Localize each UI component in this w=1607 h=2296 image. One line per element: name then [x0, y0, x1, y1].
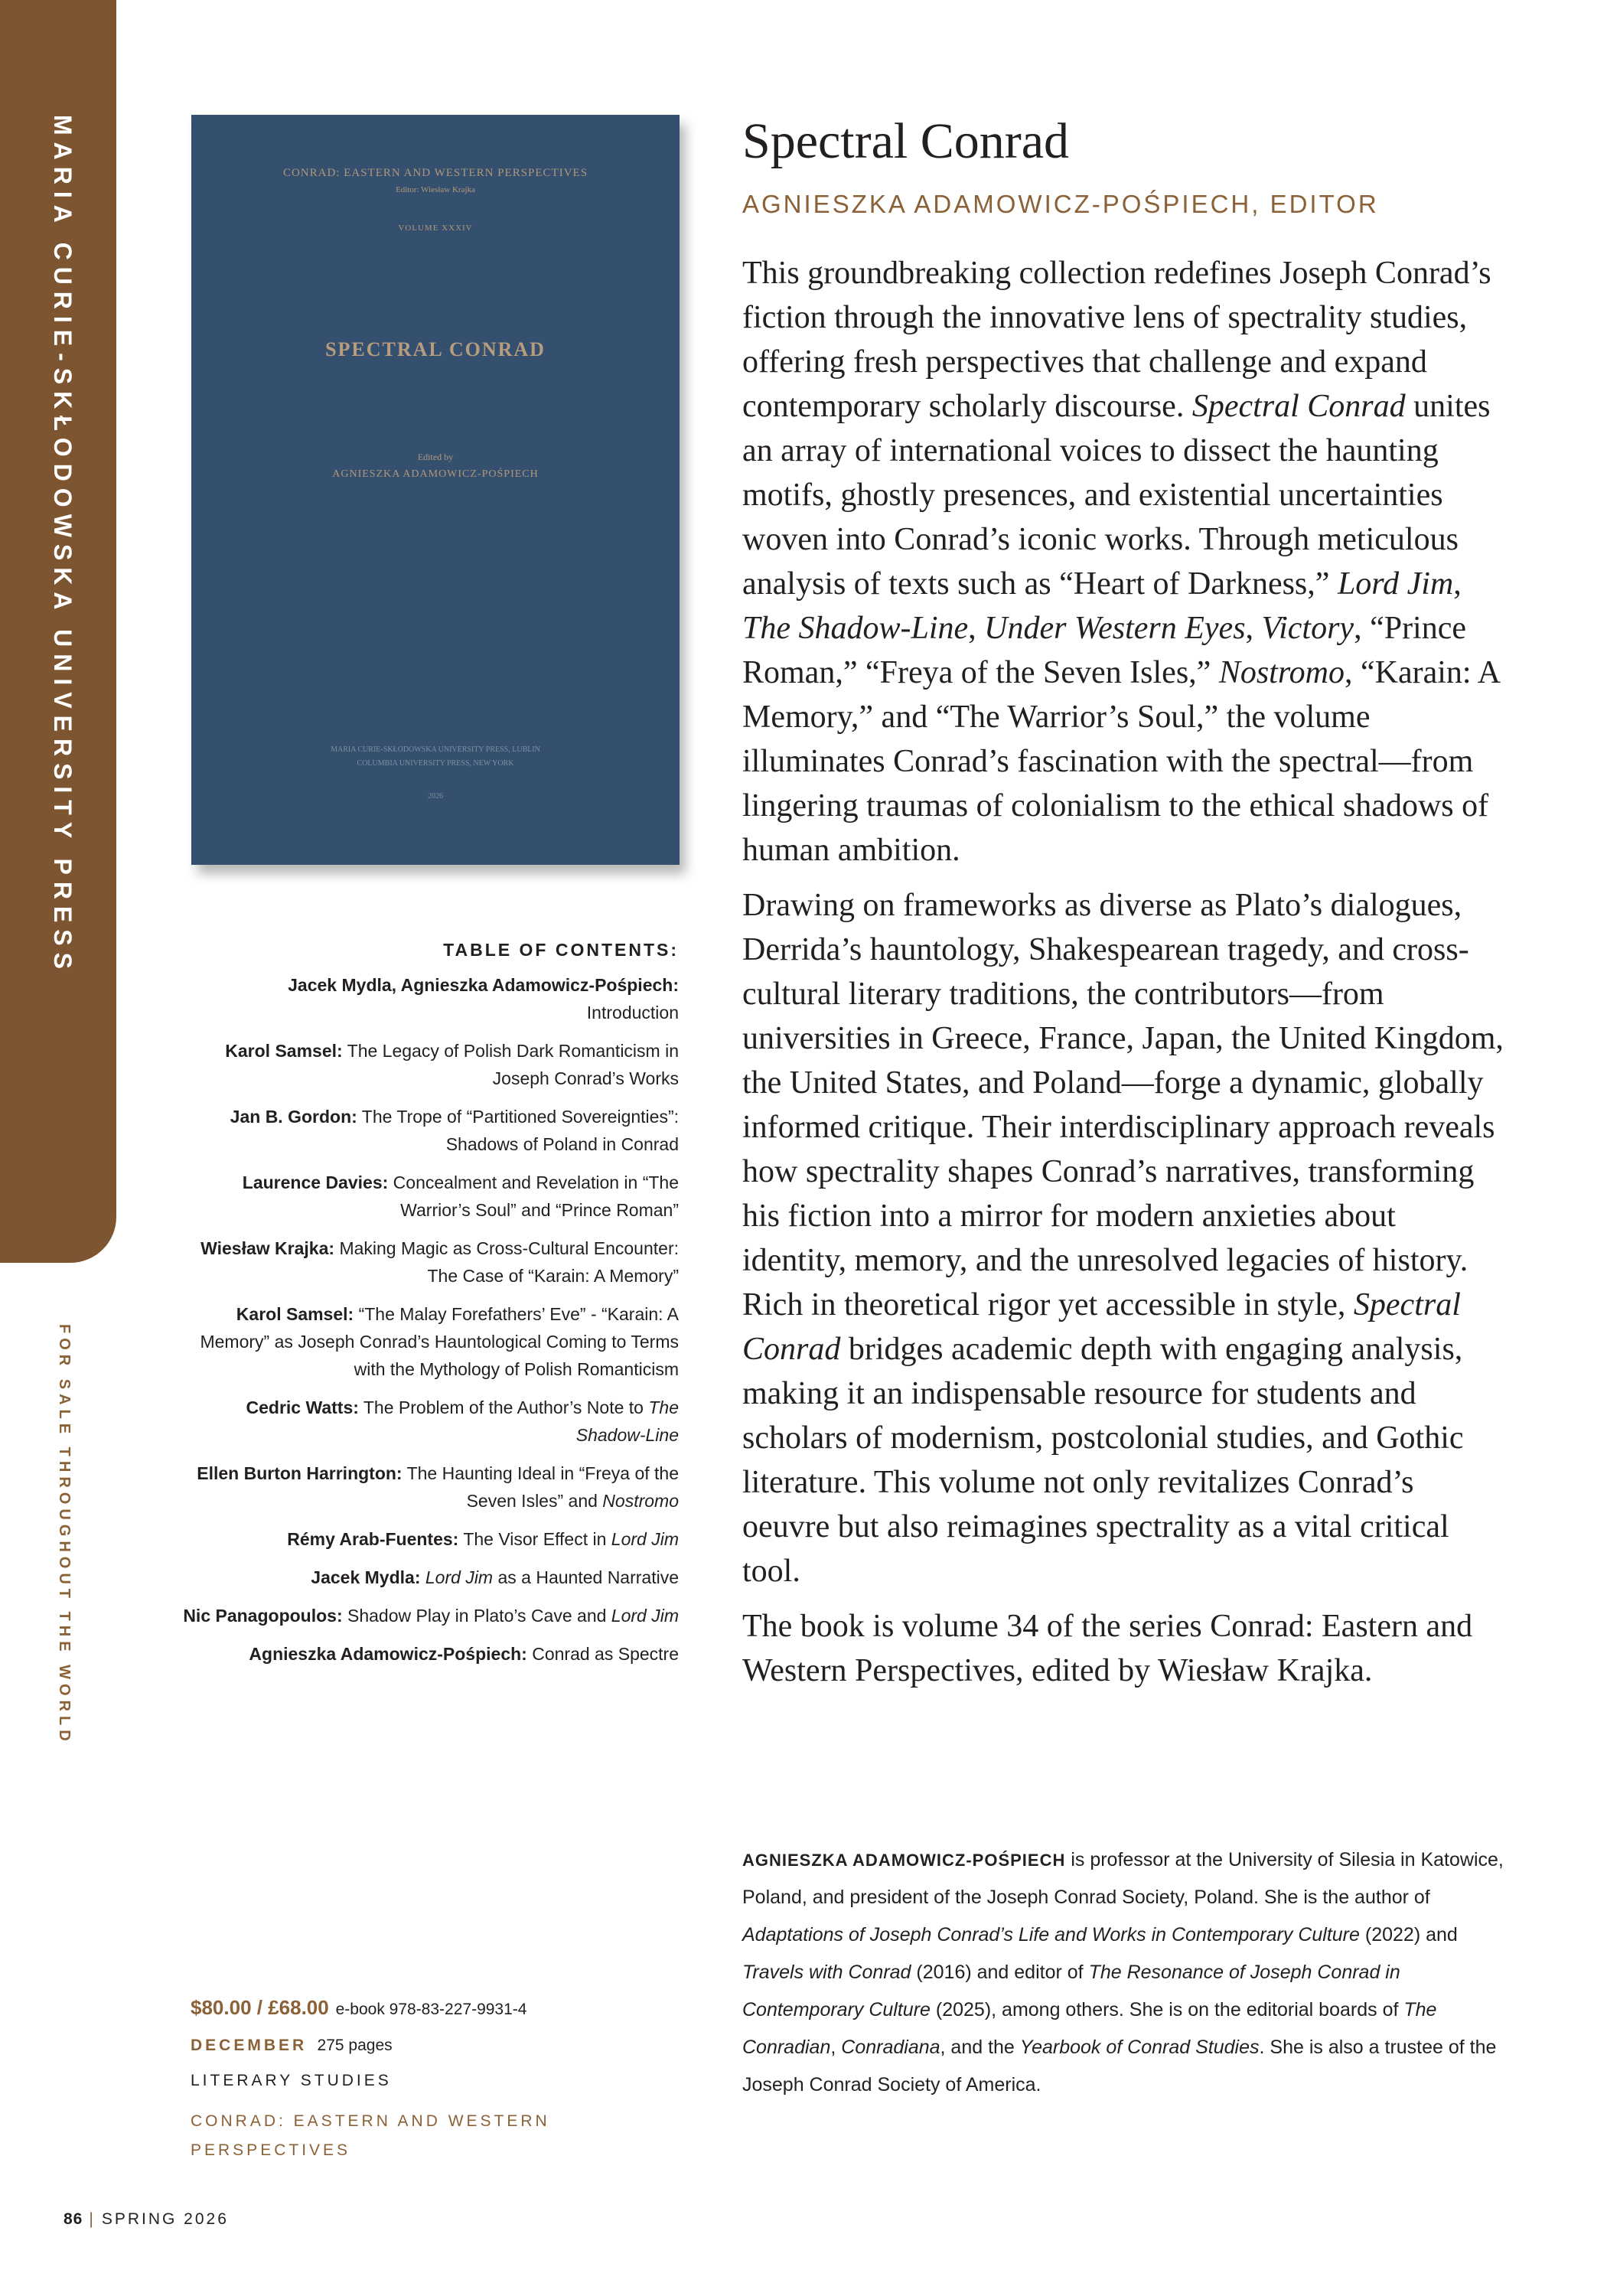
toc-heading: TABLE OF CONTENTS:	[443, 940, 679, 960]
toc-title: The Visor Effect in	[463, 1529, 607, 1549]
separator: |	[89, 2210, 96, 2228]
toc-title-italic: The Shadow-Line	[575, 1397, 679, 1445]
toc-title-italic: Lord Jim	[425, 1567, 494, 1587]
paragraph: The book is volume 34 of the series Conrad: Eastern and Western Perspectives, edited by Wiesław Krajka.	[742, 1609, 1473, 1688]
book-editor: AGNIESZKA ADAMOWICZ-POŚPIECH, EDITOR	[742, 190, 1379, 218]
toc-entry	[176, 1300, 679, 1383]
toc-entry	[176, 1169, 679, 1224]
toc-author: Jacek Mydla:	[311, 1567, 421, 1587]
press-name: MARIA CURIE-SKŁODOWSKA UNIVERSITY PRESS	[49, 115, 77, 976]
cover-publisher-2: COLUMBIA UNIVERSITY PRESS, NEW YORK	[357, 759, 514, 768]
cover-edited-by: Edited by	[417, 452, 454, 462]
toc-author: Jacek Mydla, Agnieszka Adamowicz-Pośpiech:	[288, 975, 679, 995]
toc-author: Cedric Watts:	[246, 1397, 359, 1417]
cover-series-editor: Editor: Wiesław Krajka	[396, 185, 475, 194]
toc-author: Wiesław Krajka:	[200, 1238, 335, 1258]
toc-title: as a Haunted Narrative	[497, 1567, 679, 1587]
toc-title: Shadow Play in Plato’s Cave and	[347, 1606, 607, 1626]
toc-author: Karol Samsel:	[225, 1041, 343, 1061]
page-count: 275 pages	[317, 2037, 393, 2054]
cover-year: 2026	[428, 792, 443, 801]
toc-entry	[176, 1525, 679, 1553]
description-body	[742, 251, 1508, 1693]
publication-month: DECEMBER	[191, 2037, 308, 2054]
toc-author: Nic Panagopoulos:	[183, 1606, 343, 1626]
toc-entry	[176, 1037, 679, 1092]
toc-author: Rémy Arab-Fuentes:	[287, 1529, 459, 1549]
ebook-isbn: e-book 978-83-227-9931-4	[335, 2001, 527, 2018]
price: $80.00 / £68.00	[191, 1996, 329, 2019]
cover-series: CONRAD: EASTERN AND WESTERN PERSPECTIVES	[282, 167, 588, 179]
toc-entry	[176, 1640, 679, 1668]
toc-title: “The Malay Forefathers’ Eve” - “Karain: A Memory” as Joseph Conrad’s Hauntological Coming to Terms with the Mythology of Polish Romanticism	[200, 1304, 679, 1379]
toc-title: The Legacy of Polish Dark Romanticism in Joseph Conrad’s Works	[347, 1041, 679, 1088]
book-cover	[191, 115, 680, 865]
toc-author: Laurence Davies:	[242, 1172, 389, 1192]
toc-author: Ellen Burton Harrington:	[197, 1463, 403, 1483]
toc-title: Conrad as Spectre	[532, 1644, 679, 1664]
page-footer	[64, 2210, 229, 2229]
paragraph: This groundbreaking collection redefines Joseph Conrad’s fiction through the innovative lens of spectrality studies, offering fresh perspectives that challenge and expand contemporary scholarly discourse. Spectral Conrad unites an array of international voices to dissect the haunting motifs, ghostly presences, and existential uncertainties woven into Conrad’s iconic works. Through meticulous analysis of texts such as “Heart of Darkness,” Lord Jim, The Shadow-Line, Under Western Eyes, Victory, “Prince Roman,” “Freya of the Seven Isles,” Nostromo, “Karain: A Memory,” and “The Warrior’s Soul,” the volume illuminates Conrad’s fascination with the spectral—from lingering traumas of colonialism to the ethical shadows of human ambition.	[742, 256, 1499, 868]
toc-entry	[176, 1564, 679, 1591]
sale-note: FOR SALE THROUGHOUT THE WORLD	[56, 1324, 73, 1746]
toc-entry	[176, 1103, 679, 1158]
toc-author: Agnieszka Adamowicz-Pośpiech:	[249, 1644, 527, 1664]
toc-entry	[176, 971, 679, 1026]
book-metadata	[191, 1996, 680, 2165]
page-number: 86	[64, 2210, 83, 2228]
series-name	[191, 2107, 680, 2165]
toc-title: The Haunting Ideal in “Freya of the Seven Isles” and	[406, 1463, 679, 1511]
toc-list	[176, 971, 679, 1668]
toc-title: Introduction	[586, 1003, 679, 1022]
toc-author: Karol Samsel:	[236, 1304, 354, 1324]
cover-publisher-1: MARIA CURIE-SKŁODOWSKA UNIVERSITY PRESS, LUBLIN	[331, 745, 540, 754]
paragraph: Drawing on frameworks as diverse as Plato’s dialogues, Derrida’s hauntology, Shakespearean tragedy, and cross-cultural literary traditions, the contributors—from universities in Greece, France, Japan, the United Kingdom, the United States, and Poland—forge a dynamic, globally informed critique. Their interdisciplinary approach reveals how spectrality shapes Conrad’s narratives, transforming his fiction into a mirror for modern anxieties about identity, memory, and the unresolved legacies of history. Rich in theoretical rigor yet accessible in style, Spectral Conrad bridges academic depth with engaging analysis, making it an indispensable resource for students and scholars of modernism, postcolonial studies, and Gothic literature. This volume not only revitalizes Conrad’s oeuvre but also reimagines spectrality as a vital critical tool.	[742, 888, 1504, 1589]
cover-title: SPECTRAL CONRAD	[325, 338, 546, 360]
toc-entry	[176, 1394, 679, 1449]
bio-name: AGNIESZKA ADAMOWICZ-POŚPIECH	[742, 1851, 1066, 1870]
toc-title-italic: Lord Jim	[611, 1529, 679, 1549]
toc-entry	[176, 1459, 679, 1515]
cover-volume: VOLUME XXXIV	[398, 223, 473, 233]
cover-editor-name: AGNIESZKA ADAMOWICZ-POŚPIECH	[332, 468, 539, 480]
season: SPRING 2026	[101, 2210, 229, 2228]
toc-title: The Problem of the Author’s Note to	[363, 1397, 644, 1417]
toc-title: The Trope of “Partitioned Sovereignties”: Shadows of Poland in Conrad	[361, 1107, 679, 1154]
subject-category: LITERARY STUDIES	[191, 2072, 392, 2089]
toc-entry	[176, 1602, 679, 1629]
series-line-1: CONRAD: EASTERN AND WESTERN	[191, 2112, 550, 2130]
table-of-contents	[176, 940, 679, 1678]
toc-title: Making Magic as Cross-Cultural Encounter: The Case of “Karain: A Memory”	[339, 1238, 679, 1286]
toc-title-italic: Lord Jim	[611, 1606, 679, 1626]
series-line-2: PERSPECTIVES	[191, 2141, 351, 2159]
toc-author: Jan B. Gordon:	[230, 1107, 357, 1127]
editor-bio: AGNIESZKA ADAMOWICZ-POŚPIECH is professor at the University of Silesia in Katowice, Poland, and president of the Joseph Conrad Society, Poland. She is the author of Adaptations of Joseph Conrad’s Life and Works in Contemporary Culture (2022) and Travels with Conrad (2016) and editor of The Resonance of Joseph Conrad in Contemporary Culture (2025), among others. She is on the editorial boards of The Conradian, Conradiana, and the Yearbook of Conrad Studies. She is also a trustee of the Joseph Conrad Society of America.	[742, 1849, 1504, 2095]
book-title: Spectral Conrad	[742, 113, 1070, 169]
toc-title-italic: Nostromo	[602, 1491, 679, 1511]
toc-title: Concealment and Revelation in “The Warrior’s Soul” and “Prince Roman”	[393, 1172, 679, 1220]
book-description	[742, 109, 1508, 1704]
toc-entry	[176, 1234, 679, 1290]
